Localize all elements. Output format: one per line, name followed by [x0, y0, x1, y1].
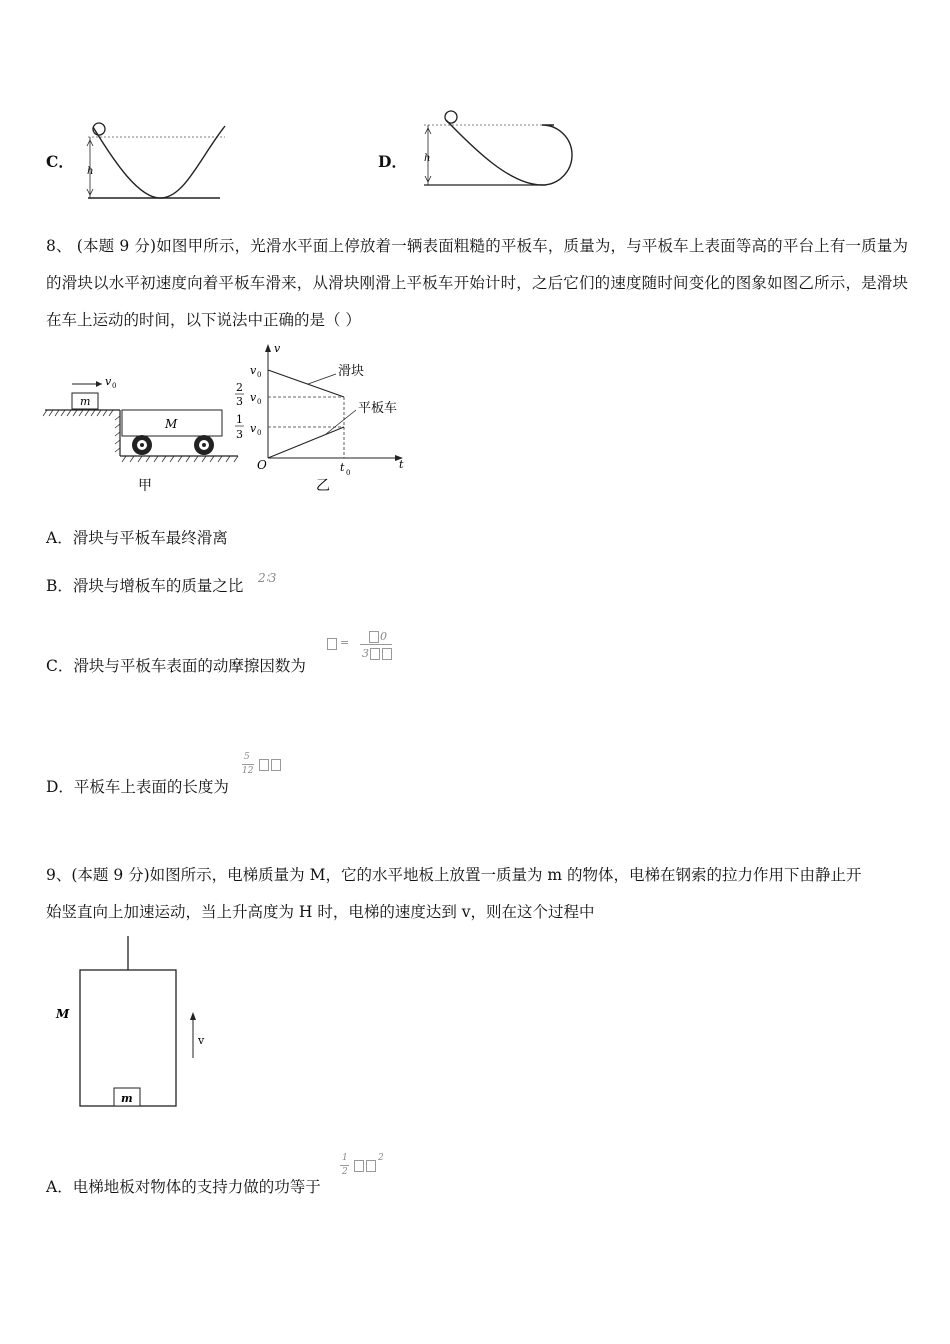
slider-legend-label: 滑块	[338, 364, 365, 379]
slider-m-label: m	[80, 395, 91, 408]
one-third-v0-sub: 0	[257, 429, 262, 437]
cart-legend-label: 平板车	[358, 401, 398, 416]
t-axis-label: t	[399, 458, 404, 471]
a-frac-num: 1	[342, 1153, 348, 1163]
height-label: h	[87, 166, 94, 177]
one-third-num: 1	[236, 413, 243, 426]
object-m-label: m	[121, 1092, 133, 1105]
one-third-v0: v	[250, 422, 257, 435]
caption-jia: 甲	[138, 478, 152, 494]
velocity-v-label: v	[198, 1034, 205, 1047]
c-formula-num: 0	[380, 630, 387, 643]
q8-figure-jia	[42, 370, 242, 495]
a-frac-den: 2	[342, 1167, 348, 1177]
two-thirds-den: 3	[236, 395, 243, 408]
two-thirds-v0: v	[250, 391, 257, 404]
v-axis-label: v	[274, 342, 281, 355]
slider-line	[268, 370, 344, 397]
option-d-figure	[416, 106, 581, 192]
q8-option-c: C．滑块与平板车表面的动摩擦因数为	[46, 657, 306, 675]
elevator-M-label: M	[56, 1007, 70, 1021]
q9-stem-line1: 9、(本题 9 分)如图所示，电梯质量为 M，它的水平地板上放置一质量为 m 的物体，电梯在钢索的拉力作用下由静止开	[46, 866, 862, 884]
v0-tick-label: v	[250, 364, 257, 377]
q8-option-c-formula: = 0 3	[326, 630, 396, 666]
caption-yi: 乙	[316, 478, 330, 494]
v0-tick-sub: 0	[257, 371, 262, 379]
q8-option-d-formula	[242, 752, 302, 782]
v0-label: v	[105, 375, 112, 388]
cart-M-label: M	[165, 417, 178, 431]
q8-option-a: A．滑块与平板车最终滑离	[46, 529, 228, 547]
q8-figure-yi	[228, 340, 418, 495]
one-third-den: 3	[236, 428, 243, 441]
t0-label: t	[340, 461, 345, 474]
two-thirds-num: 2	[236, 381, 243, 394]
a-sup: 2	[378, 1153, 384, 1163]
v0-sub: 0	[112, 382, 117, 390]
q9-elevator-figure	[50, 932, 220, 1112]
option-d-label: D．	[378, 152, 407, 171]
q8-option-d: D．平板车上表面的长度为	[46, 778, 229, 796]
origin-label: O	[257, 458, 267, 472]
q8-option-b-formula: 2∶3	[258, 571, 277, 585]
option-c-figure	[80, 118, 230, 204]
cart-line	[268, 427, 344, 458]
q9-option-a: A．电梯地板对物体的支持力做的功等于	[46, 1178, 321, 1196]
d-frac-den: 12	[242, 766, 254, 776]
q9-stem-line2: 始竖直向上加速运动，当上升高度为 H 时，电梯的速度达到 v，则在这个过程中	[46, 903, 595, 921]
two-thirds-v0-sub: 0	[257, 398, 262, 406]
q8-stem: 8、 (本题 9 分)如图甲所示，光滑水平面上停放着一辆表面粗糙的平板车，质量为，与平板车上表面等高的平台上有一质量为的滑块以水平初速度向着平板车滑来，从滑块刚滑上平板车开始计时，之后它们的速度随时间变化的图象如图乙所示，是滑块在车上运动的时间，以下说法中正确的是（ ）	[46, 237, 908, 329]
option-c-label: C．	[46, 152, 74, 171]
c-formula-den: 3	[362, 647, 369, 660]
height-label: h	[424, 153, 431, 164]
q9-option-a-formula	[340, 1153, 390, 1185]
d-frac-num: 5	[244, 752, 250, 762]
t0-sub: 0	[346, 469, 351, 477]
q8-option-b: B．滑块与增板车的质量之比	[46, 577, 244, 595]
